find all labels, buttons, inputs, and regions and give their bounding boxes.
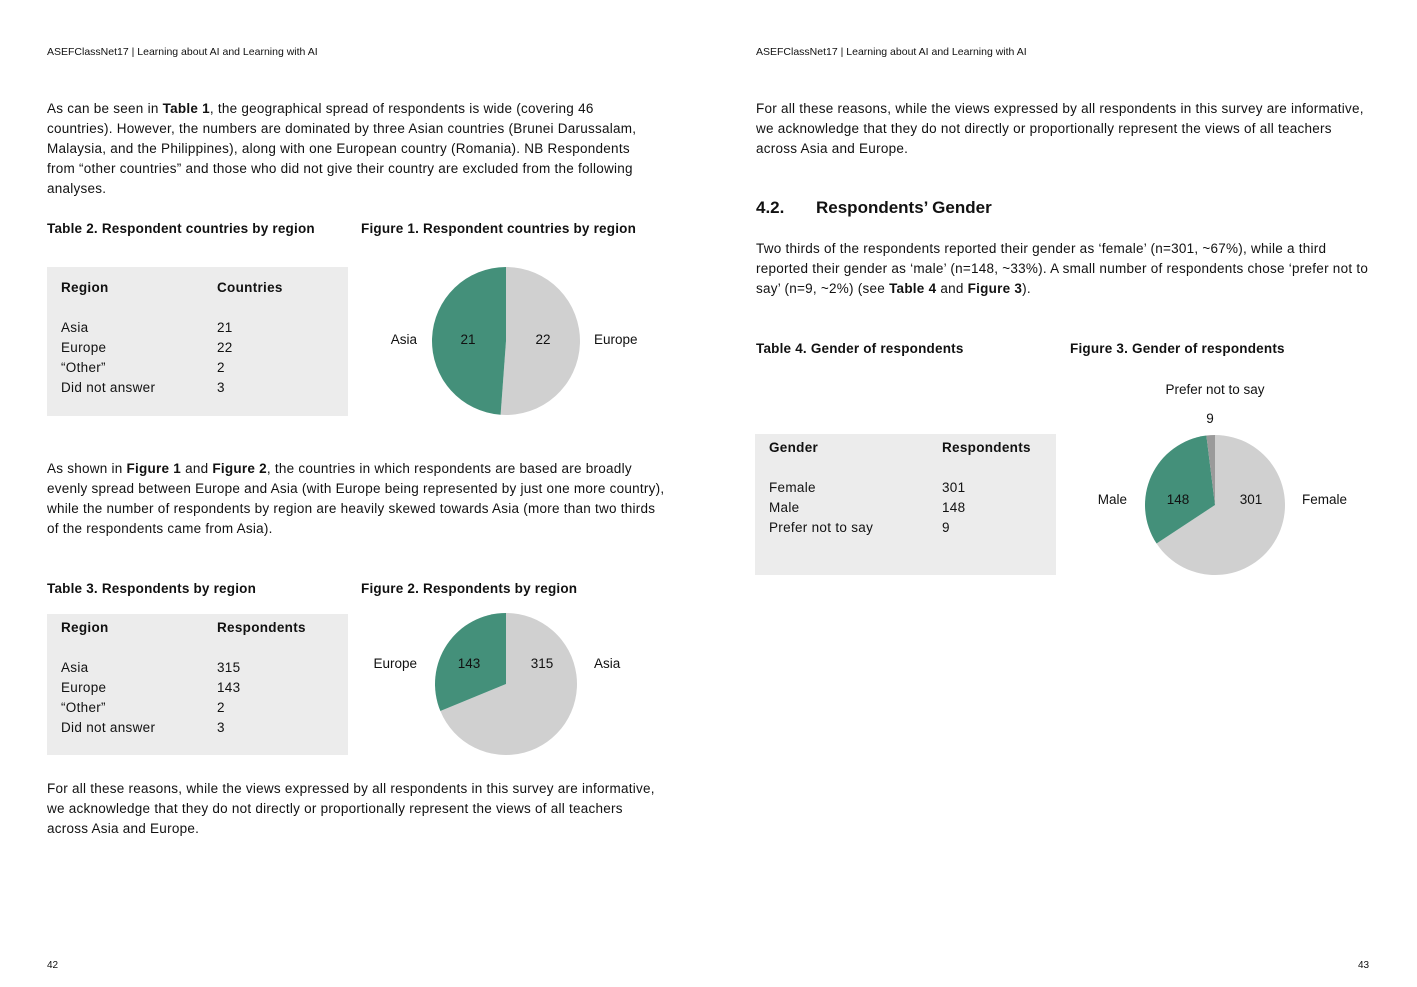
cell: 143 [217, 680, 241, 695]
table-row [61, 680, 348, 700]
text: and [936, 281, 968, 296]
pie-value-label: 301 [1239, 492, 1263, 507]
pie-value-label: 9 [1206, 411, 1214, 426]
cell: Europe [61, 340, 107, 355]
cell: Did not answer [61, 720, 156, 735]
page-number: 42 [47, 960, 59, 971]
pie-category-label: Prefer not to say [1165, 382, 1265, 397]
column-header: Respondents [217, 620, 306, 635]
paragraph: For all these reasons, while the views expressed by all respondents in this survey are informative, we acknowledge that they do not directly or proportionally represent the views of all teachers across Asia and Europe. [47, 781, 655, 836]
cell: 148 [942, 500, 966, 515]
reference: Figure 1 [126, 461, 182, 476]
text: and [181, 461, 213, 476]
cell: 21 [217, 320, 233, 335]
figure-caption: Figure 2. Respondents by region [361, 581, 578, 596]
cell: “Other” [61, 700, 106, 715]
paragraph [756, 239, 1371, 299]
paragraph: For all these reasons, while the views expressed by all respondents in this survey are informative, we acknowledge that they do not directly or proportionally represent the views of all teachers across Asia and Europe. [756, 101, 1364, 156]
pie-category-label: Asia [390, 332, 417, 347]
cell: 22 [217, 340, 233, 355]
table-caption: Table 3. Respondents by region [47, 581, 257, 596]
table-caption: Table 2. Respondent countries by region [47, 221, 315, 236]
table-caption: Table 4. Gender of respondents [756, 341, 964, 356]
cell: Asia [61, 320, 89, 335]
pie-category-label: Europe [594, 332, 638, 347]
cell: 3 [217, 720, 225, 735]
pie-value-label: 22 [535, 332, 551, 347]
pie-category-label: Male [1097, 492, 1127, 507]
cell: “Other” [61, 360, 106, 375]
section-number: 4.2. [756, 198, 785, 217]
text: As can be seen in [47, 101, 163, 116]
column-header: Gender [769, 440, 819, 455]
pie-value-label: 315 [530, 656, 554, 671]
page-number: 43 [1358, 960, 1370, 971]
table-header-row [61, 620, 348, 640]
reference: Figure 3 [967, 281, 1023, 296]
table-row [769, 500, 1056, 520]
paragraph [47, 459, 667, 539]
table-row [769, 520, 1056, 540]
cell: Prefer not to say [769, 520, 874, 535]
table-row [769, 480, 1056, 500]
column-header: Countries [217, 280, 283, 295]
column-header: Respondents [942, 440, 1031, 455]
text: As shown in [47, 461, 127, 476]
table-gender [755, 434, 1056, 575]
text: Two thirds of the respondents reported their gender as ‘female’ (n=301, ~67%), while a third reported their gender as ‘male’ (n=148, ~33%). A small number of respondents chose ‘prefer not to say’ (n=9, ~2%) (see [756, 241, 1369, 296]
pie-value-label: 21 [460, 332, 476, 347]
table-row [61, 660, 348, 680]
cell: Did not answer [61, 380, 156, 395]
figure-caption: Figure 3. Gender of respondents [1070, 341, 1285, 356]
cell: 2 [217, 360, 225, 375]
table-header-row [769, 440, 1056, 460]
pie-category-label: Female [1302, 492, 1348, 507]
pie-category-label: Asia [594, 656, 621, 671]
text: , the geographical spread of respondents is wide (covering 46 countries). However, the numbers are dominated by three Asian countries (Brunei Darussalam, Malaysia, and the Philippines), along with one European country (Romania). NB Respondents from “other countries” and those who did not give their country are excluded from the following analyses. [47, 101, 637, 196]
cell: Asia [61, 660, 89, 675]
cell: Europe [61, 680, 107, 695]
text: ). [1022, 281, 1031, 296]
running-header: ASEFClassNet17 | Learning about AI and Learning with AI [756, 46, 1027, 58]
column-header: Region [61, 280, 109, 295]
cell: Female [769, 480, 816, 495]
cell: 2 [217, 700, 225, 715]
cell: 9 [942, 520, 950, 535]
table-respondents-by-region [47, 614, 348, 755]
table-row [61, 700, 348, 720]
reference: Figure 2 [212, 461, 267, 476]
section-title: Respondents’ Gender [816, 198, 992, 217]
column-header: Region [61, 620, 109, 635]
reference: Table 4 [889, 281, 937, 296]
pie-value-label: 148 [1166, 492, 1190, 507]
cell: Male [769, 500, 800, 515]
pie-value-label: 143 [457, 656, 481, 671]
cell: 3 [217, 380, 225, 395]
cell: 301 [942, 480, 966, 495]
pie-category-label: Europe [373, 656, 417, 671]
cell: 315 [217, 660, 241, 675]
figure-caption: Figure 1. Respondent countries by region [361, 221, 637, 236]
table-row [61, 720, 348, 740]
text: , the countries in which respondents are based are broadly evenly spread between Europe and Asia (with Europe being represented by just one more country), while the number of respondents by region are heavily skewed towards Asia (more than two thirds of the respondents came from Asia). [47, 461, 665, 536]
running-header: ASEFClassNet17 | Learning about AI and Learning with AI [47, 46, 318, 58]
reference: Table 1 [162, 101, 210, 116]
